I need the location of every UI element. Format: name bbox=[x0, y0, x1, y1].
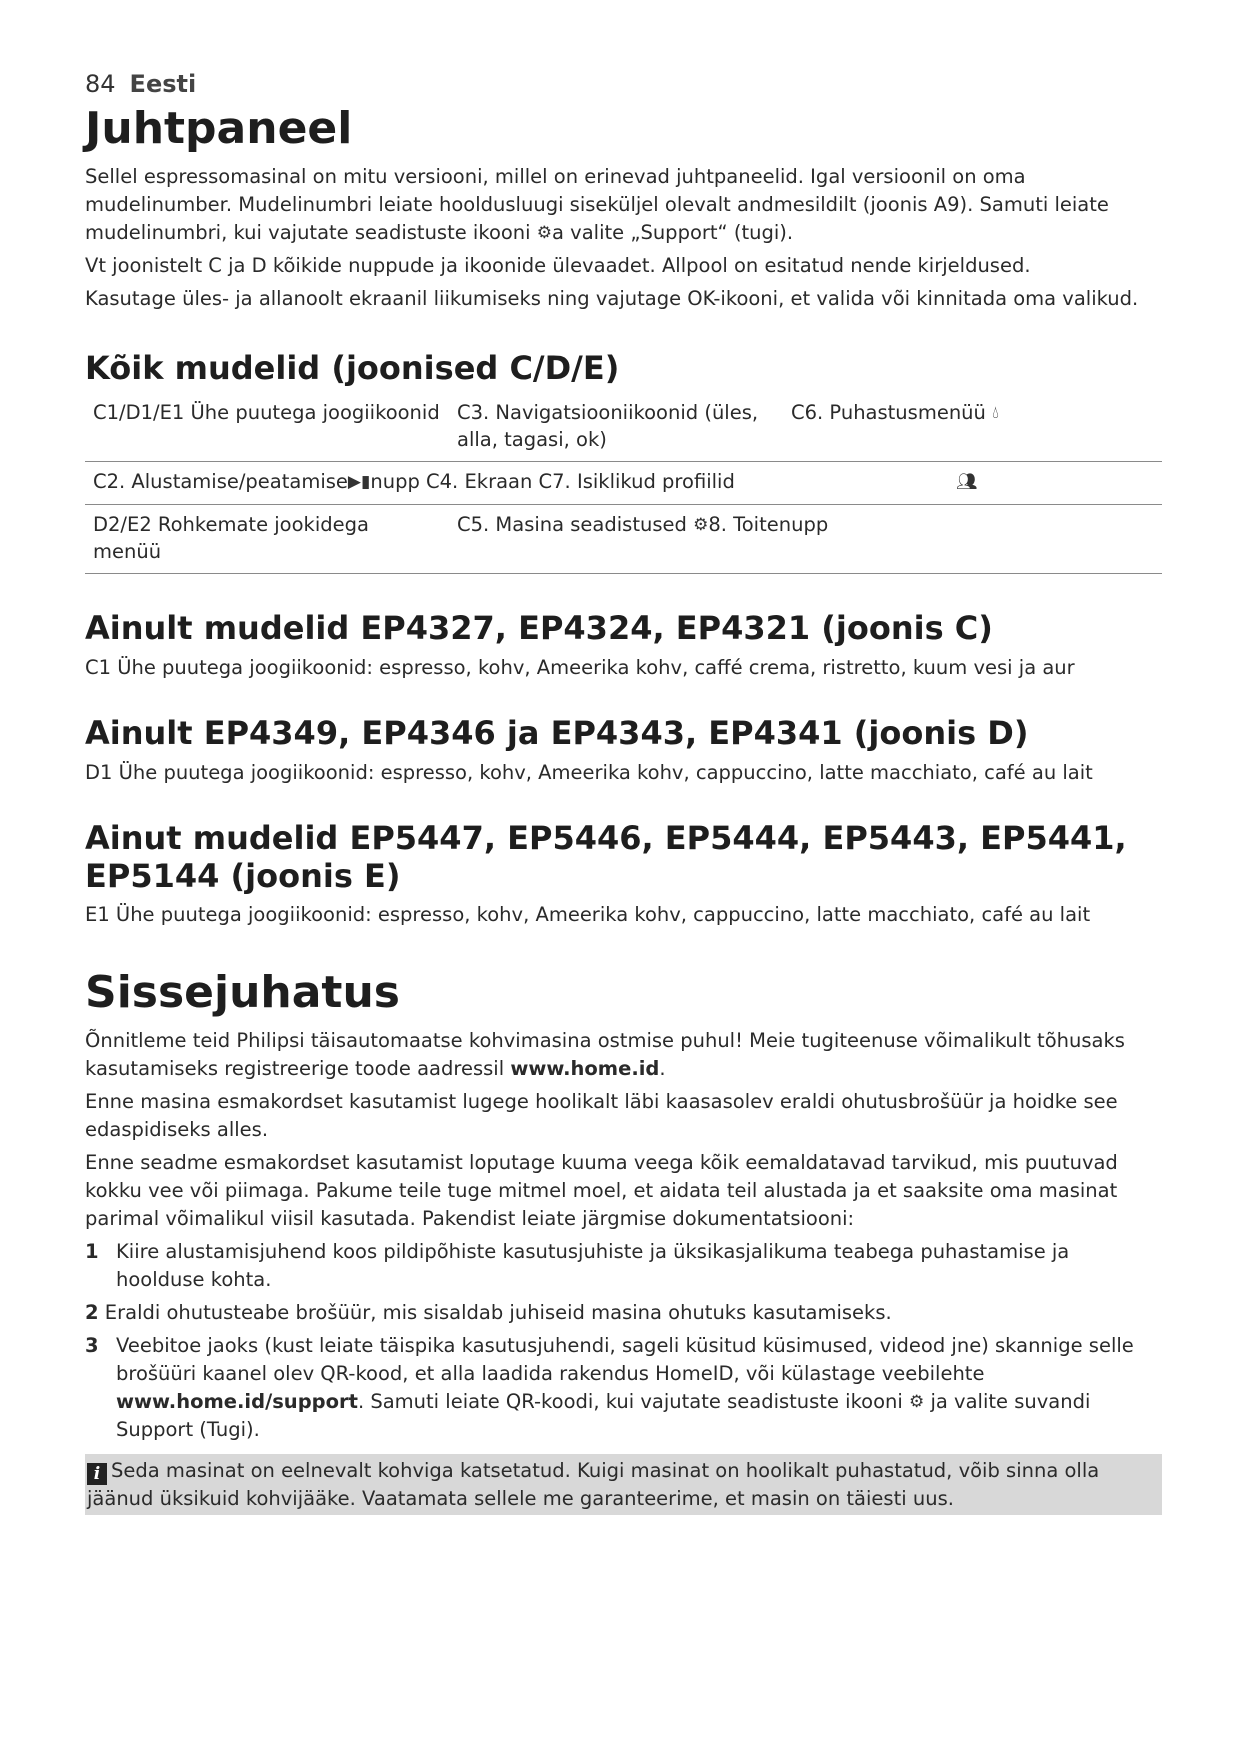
machine-settings-label: C5. Masina seadistused bbox=[457, 513, 687, 537]
gear-icon: ⚙ bbox=[536, 222, 553, 243]
sissejuhatus-title: Sissejuhatus bbox=[85, 967, 400, 1019]
table-cell: C3. Navigatsiooniikoonid (üles, alla, tagasi, ok) bbox=[457, 401, 759, 452]
table-row bbox=[85, 393, 1162, 462]
list-item bbox=[85, 1238, 1162, 1294]
info-icon: i bbox=[87, 1463, 107, 1485]
manual-page bbox=[85, 70, 1162, 1515]
table-cell: D2/E2 Rohkemate jookidega menüü bbox=[93, 513, 369, 564]
juhtpaneel-title: Juhtpaneel bbox=[85, 103, 353, 154]
gear-icon: ⚙ bbox=[909, 1391, 925, 1412]
sissejuhatus-paragraph-2: Enne masina esmakordset kasutamist lugege hoolikalt läbi kaasasolev eraldi ohutusbrošüür ja hoidke see edaspidiseks alles. bbox=[85, 1089, 1118, 1141]
start-stop-label: C2. Alustamise/peatamise bbox=[93, 470, 348, 494]
list-text: . Samuti leiate QR-koodi, kui vajutate seadistuste ikooni bbox=[357, 1389, 903, 1413]
control-panel-table bbox=[85, 393, 1162, 574]
list-text: ja valite suvandi Support (Tugi). bbox=[116, 1389, 1091, 1441]
page-header bbox=[85, 70, 1162, 98]
list-text: Veebitoe jaoks (kust leiate täispika kasutusjuhendi, sageli küsitud küsimused, videod jne) skannige selle brošüüri kaanel olev QR-kood, et alla laadida rakendus HomeID, või külastage veebilehte bbox=[116, 1333, 1134, 1385]
table-row bbox=[85, 462, 1162, 505]
gear-icon: ⚙ bbox=[693, 515, 709, 536]
home-id-link[interactable]: www.home.id bbox=[510, 1056, 660, 1080]
section-title: Ainult mudelid EP4327, EP4324, EP4321 (joonis C) bbox=[85, 609, 993, 648]
section-title-line: EP5144 (joonis E) bbox=[85, 856, 401, 895]
support-link[interactable]: www.home.id/support bbox=[116, 1389, 358, 1413]
screen-profiles-label: nupp C4. Ekraan C7. Isiklikud profiilid bbox=[370, 470, 735, 494]
profiles-icon: 👥︎ bbox=[956, 472, 978, 493]
juhtpaneel-p1-end: a valite „Support“ (tugi). bbox=[552, 220, 794, 244]
sissejuhatus-paragraph-3: Enne seadme esmakordset kasutamist loputage kuuma veega kõik eemaldatavad tarvikud, mis puutuvad kokku vee või piimaga. Pakume teile tuge mitmel moel, et aidata teil alustada ja et saaksite oma masinat parimal võimalikul viisil kasutada. Pakendist leiate järgmise dokumentatsiooni: bbox=[85, 1150, 1118, 1230]
sissejuhatus-paragraph-1 bbox=[85, 1027, 1162, 1083]
list-number: 3 bbox=[85, 1333, 99, 1357]
table-cell bbox=[783, 393, 1162, 462]
cleaning-menu-label: C6. Puhastusmenüü bbox=[791, 401, 986, 425]
table-row bbox=[85, 505, 1162, 574]
table-cell bbox=[449, 505, 1162, 574]
play-pause-icon: ▶▮ bbox=[347, 472, 371, 493]
drop-icon: 💧︎ bbox=[992, 403, 999, 424]
list-item bbox=[85, 1299, 1162, 1327]
section-text: C1 Ühe puutega joogiikoonid: espresso, kohv, Ameerika kohv, caffé crema, ristretto, kuum vesi ja aur bbox=[85, 656, 1075, 680]
juhtpaneel-paragraph-3: Kasutage üles- ja allanoolt ekraanil liikumiseks ning vajutage OK-ikooni, et valida või kinnitada oma valikud. bbox=[85, 286, 1139, 310]
juhtpaneel-paragraph-2: Vt joonistelt C ja D kõikide nuppude ja ikoonide ülevaadet. Allpool on esitatud nende kirjeldused. bbox=[85, 253, 1031, 277]
table-cell bbox=[783, 462, 1162, 505]
list-number: 1 bbox=[85, 1239, 99, 1263]
table-cell: C1/D1/E1 Ühe puutega joogiikoonid bbox=[93, 401, 440, 425]
juhtpaneel-p1-text: Sellel espressomasinal on mitu versiooni, millel on erinevad juhtpaneelid. Igal versioonil on oma mudelinumber. Mudelinumbri leiate hooldusluugi siseküljel olevalt andmesildilt (joonis A9). Samuti leiate mudelinumbri, kui vajutate seadistuste ikooni bbox=[85, 164, 1109, 244]
table-cell bbox=[85, 462, 783, 505]
sissejuhatus-p1-end: . bbox=[659, 1056, 666, 1080]
documentation-list bbox=[85, 1238, 1162, 1444]
juhtpaneel-paragraph-1 bbox=[85, 163, 1162, 247]
sissejuhatus-p1-text: Õnnitleme teid Philipsi täisautomaatse kohvimasina ostmise puhul! Meie tugiteenuse võimalikult tõhusaks kasutamiseks registreerige toode aadressil bbox=[85, 1028, 1125, 1080]
section-title: Ainult EP4349, EP4346 ja EP4343, EP4341 (joonis D) bbox=[85, 714, 1029, 753]
section-text: D1 Ühe puutega joogiikoonid: espresso, kohv, Ameerika kohv, cappuccino, latte macchiato, café au lait bbox=[85, 760, 1093, 784]
all-models-title: Kõik mudelid (joonised C/D/E) bbox=[85, 348, 620, 387]
list-text: Kiire alustamisjuhend koos pildipõhiste kasutusjuhiste ja üksikasjalikuma teabega puhastamise ja hoolduse kohta. bbox=[116, 1239, 1070, 1291]
info-note bbox=[85, 1454, 1162, 1515]
section-text: E1 Ühe puutega joogiikoonid: espresso, kohv, Ameerika kohv, cappuccino, latte macchiato, café au lait bbox=[85, 903, 1091, 927]
power-button-label: 8. Toitenupp bbox=[708, 513, 829, 537]
list-number: 2 bbox=[85, 1300, 99, 1324]
page-number: 84 bbox=[85, 70, 116, 98]
section-title bbox=[85, 820, 1162, 896]
info-note-text: Seda masinat on eelnevalt kohviga katsetatud. Kuigi masinat on hoolikalt puhastatud, võib sinna olla jäänud üksikuid kohvijääke. Vaatamata sellele me garanteerime, et masin on täiesti uus. bbox=[87, 1458, 1100, 1510]
page-language: Eesti bbox=[129, 70, 197, 98]
list-item bbox=[85, 1332, 1162, 1444]
section-title-line: Ainut mudelid EP5447, EP5446, EP5444, EP5443, EP5441, bbox=[85, 818, 1127, 857]
list-text: Eraldi ohutusteabe brošüür, mis sisaldab juhiseid masina ohutuks kasutamiseks. bbox=[104, 1300, 892, 1324]
